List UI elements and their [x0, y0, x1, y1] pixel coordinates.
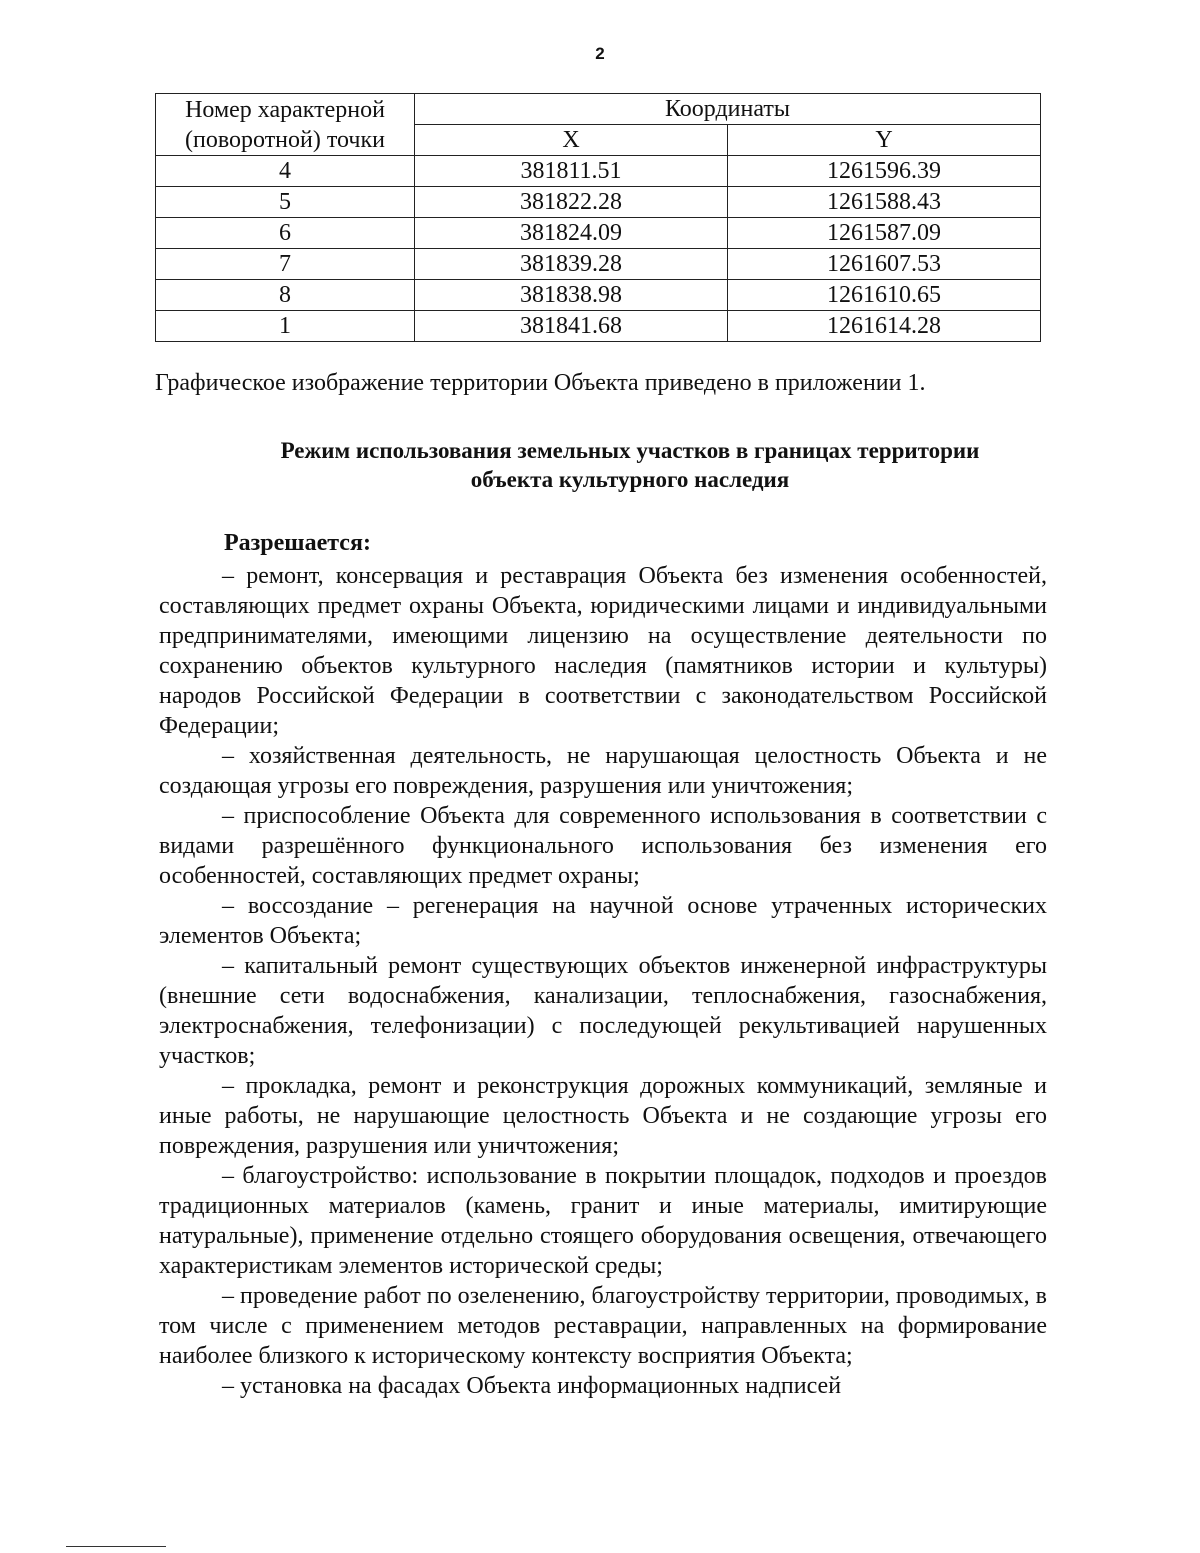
table-row — [156, 249, 1041, 280]
cell-x: 381839.28 — [415, 249, 728, 280]
table-header-row — [156, 94, 1041, 125]
list-item: – приспособление Объекта для современного использования в соответствии с видами разрешённого функционального использования без изменения его особенностей, составляющих предмет охраны; — [159, 803, 1047, 889]
cell-y: 1261610.65 — [728, 280, 1041, 311]
section-title-line: Режим использования земельных участков в границах территории — [280, 438, 980, 463]
graphic-note: Графическое изображение территории Объекта приведено в приложении 1. — [155, 370, 926, 396]
section-title — [155, 436, 1105, 494]
table-row — [156, 311, 1041, 342]
table-row — [156, 280, 1041, 311]
cell-point: 4 — [156, 156, 415, 187]
cell-y: 1261588.43 — [728, 187, 1041, 218]
cell-point: 1 — [156, 311, 415, 342]
cell-y: 1261596.39 — [728, 156, 1041, 187]
list-item: – проведение работ по озеленению, благоустройству территории, проводимых, в том числе с применением методов реставрации, направленных на формирование наиболее близкого к историческому контексту восприятия Объекта; — [159, 1283, 1047, 1369]
header-y: Y — [728, 125, 1041, 156]
cell-point: 5 — [156, 187, 415, 218]
table-row — [156, 156, 1041, 187]
list-item: – воссоздание – регенерация на научной основе утраченных исторических элементов Объекта; — [159, 893, 1047, 949]
header-x: X — [415, 125, 728, 156]
cell-x: 381811.51 — [415, 156, 728, 187]
list-item: – ремонт, консервация и реставрация Объекта без изменения особенностей, составляющих предмет охраны Объекта, юридическими лицами и индивидуальными предпринимателями, имеющими лицензию на осуществление деятельности по сохранению объектов культурного наследия (памятников истории и культуры) народов Российской Федерации в соответствии с законодательством Российской Федерации; — [159, 563, 1047, 739]
cell-x: 381841.68 — [415, 311, 728, 342]
list-item: – капитальный ремонт существующих объектов инженерной инфраструктуры (внешние сети водоснабжения, канализации, теплоснабжения, газоснабжения, электроснабжения, телефонизации) с последующей рекультивацией нарушенных участков; — [159, 953, 1047, 1069]
cell-point: 6 — [156, 218, 415, 249]
header-coordinates: Координаты — [415, 94, 1041, 125]
section-title-line: объекта культурного наследия — [470, 467, 790, 492]
list-item: – установка на фасадах Объекта информационных надписей — [222, 1373, 842, 1399]
cell-point: 8 — [156, 280, 415, 311]
list-item: – хозяйственная деятельность, не нарушающая целостность Объекта и не создающая угрозы его повреждения, разрушения или уничтожения; — [159, 743, 1047, 799]
allowed-heading: Разрешается: — [224, 530, 371, 556]
cell-point: 7 — [156, 249, 415, 280]
list-item: – прокладка, ремонт и реконструкция дорожных коммуникаций, земляные и иные работы, не нарушающие целостность Объекта и не создающие угрозы его повреждения, разрушения или уничтожения; — [159, 1073, 1047, 1159]
allowed-list — [159, 561, 1047, 1401]
cell-x: 381838.98 — [415, 280, 728, 311]
cell-x: 381824.09 — [415, 218, 728, 249]
coordinates-table — [155, 93, 1041, 342]
cell-y: 1261587.09 — [728, 218, 1041, 249]
table-row — [156, 187, 1041, 218]
cell-y: 1261614.28 — [728, 311, 1041, 342]
cell-y: 1261607.53 — [728, 249, 1041, 280]
table-row — [156, 218, 1041, 249]
header-point: Номер характерной (поворотной) точки — [156, 94, 415, 156]
page-number: 2 — [595, 44, 605, 63]
cell-x: 381822.28 — [415, 187, 728, 218]
footer-divider — [66, 1546, 166, 1547]
list-item: – благоустройство: использование в покрытии площадок, подходов и проездов традиционных материалов (камень, гранит и иные материалы, имитирующие натуральные), применение отдельно стоящего оборудования освещения, отвечающего характеристикам элементов исторической среды; — [159, 1163, 1047, 1279]
